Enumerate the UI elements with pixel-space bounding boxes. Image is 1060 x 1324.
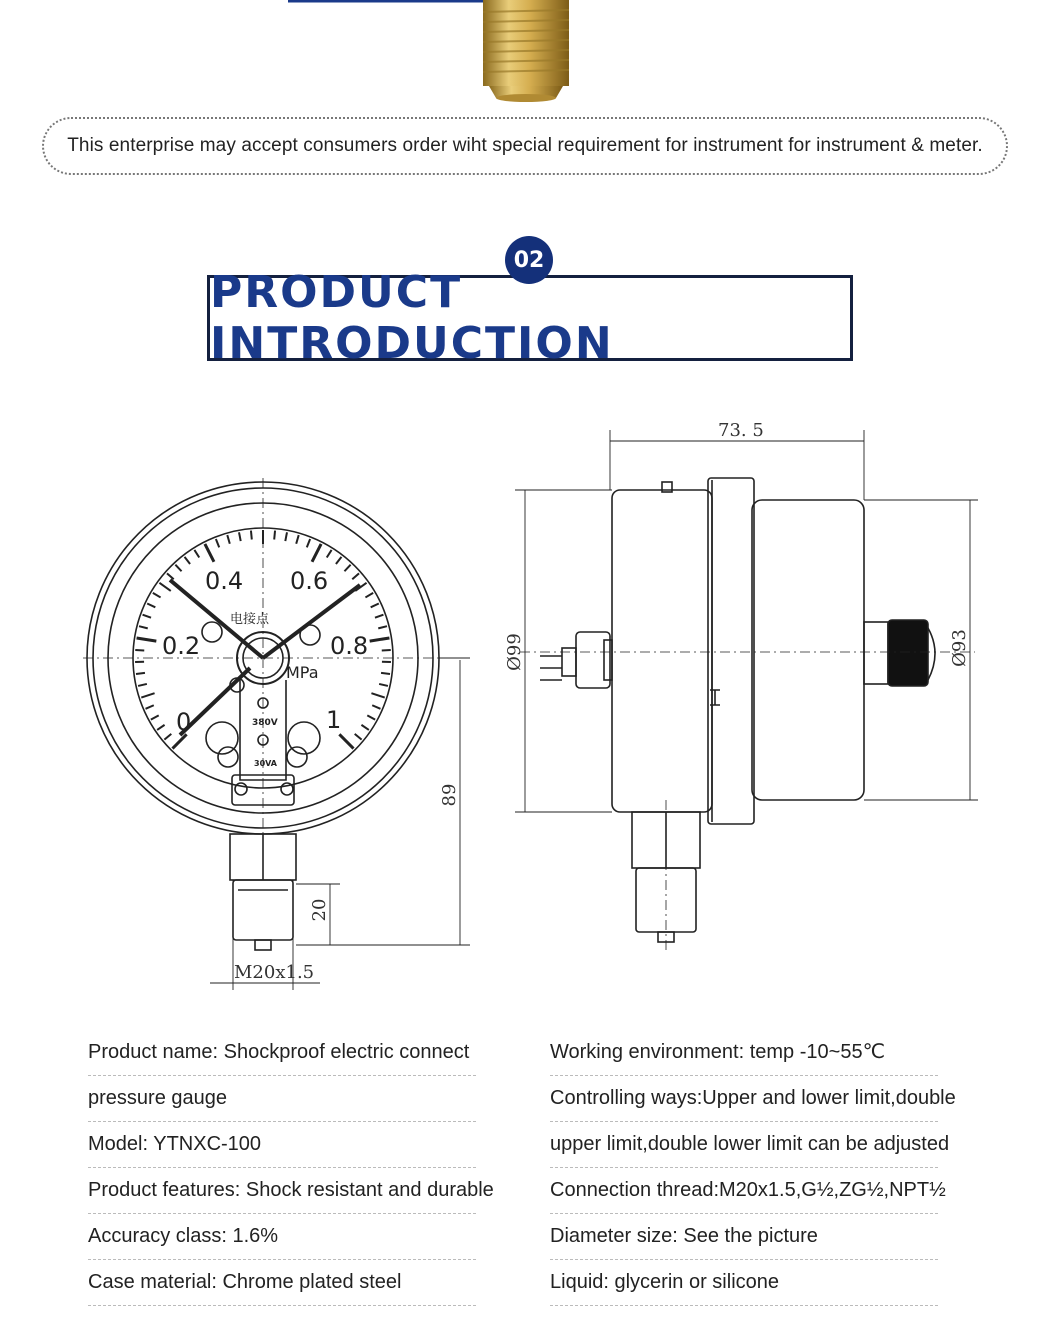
spec-line: Controlling ways:Upper and lower limit,double: [550, 1076, 938, 1122]
dial-scale-tick: [296, 535, 299, 544]
dial-scale-tick: [274, 531, 275, 540]
dial-scale-tick: [372, 705, 380, 709]
dial-scale-tick: [365, 593, 373, 598]
spec-list-right: [550, 1030, 956, 1306]
section-title: PRODUCT INTRODUCTION: [210, 267, 614, 369]
gauge-front-view: [83, 478, 470, 990]
spec-line: Case material: Chrome plated steel: [88, 1260, 476, 1306]
gauge-side-view: [515, 430, 978, 950]
dial-tick-0-8: 0.8: [330, 632, 369, 660]
dial-scale-tick: [135, 650, 144, 651]
dial-scale-tick: [370, 638, 390, 641]
dial-scale-tick: [185, 557, 191, 564]
dial-scale-tick: [175, 565, 181, 572]
dial-scale-tick: [138, 684, 147, 686]
dial-scale-tick: [205, 544, 214, 562]
dial-scale-tick: [378, 626, 387, 628]
dim-case-diameter: Ø99: [504, 633, 525, 671]
dial-scale-tick: [379, 684, 388, 686]
dial-scale-tick: [194, 550, 199, 558]
gauge-technical-drawing: [0, 400, 1060, 1000]
dial-scale-tick: [382, 650, 391, 651]
dial-scale-tick: [159, 583, 170, 591]
dial-scale-tick: [307, 539, 310, 547]
spec-line: Connection thread:M20x1.5,G½,ZG½,NPT½: [550, 1168, 938, 1214]
dial-scale-tick: [172, 734, 186, 748]
notice-text: This enterprise may accept consumers order wiht special requirement for instrument for instrument & meter.: [67, 135, 983, 156]
dial-scale-tick: [157, 725, 164, 730]
dial-unit: MPa: [286, 663, 319, 682]
spec-line: pressure gauge: [88, 1076, 476, 1122]
dial-scale-tick: [251, 531, 252, 540]
spec-line: Model: YTNXC-100: [88, 1122, 476, 1168]
dial-scale-tick: [312, 544, 321, 562]
spec-line: Accuracy class: 1.6%: [88, 1214, 476, 1260]
dial-scale-tick: [339, 734, 353, 748]
section-number-badge: 02: [505, 236, 553, 284]
dial-scale-tick: [136, 673, 145, 674]
spec-line: Product features: Shock resistant and durable: [88, 1168, 476, 1214]
dial-scale-tick: [139, 626, 148, 628]
dim-thread: M20x1.5: [234, 962, 315, 983]
dial-scale-tick: [367, 715, 375, 719]
dial-scale-tick: [141, 693, 154, 697]
dial-scale-tick: [327, 550, 332, 558]
dial-scale-tick: [355, 734, 362, 740]
dial-scale-tick: [239, 532, 241, 541]
dial-scale-tick: [336, 557, 342, 564]
dial-tick-0-4: 0.4: [205, 567, 244, 595]
dial-voltage: 380V: [252, 718, 278, 728]
dial-scale-tick: [143, 615, 151, 618]
brass-fitting-image: [0, 0, 1060, 110]
dial-scale-tick: [167, 573, 174, 579]
dial-scale-tick: [381, 673, 390, 674]
dial-power: 30VA: [254, 759, 277, 768]
dial-scale-tick: [352, 573, 359, 579]
dial-scale-tick: [344, 565, 350, 572]
dial-scale-tick: [216, 539, 219, 547]
dial-scale-tick: [147, 604, 155, 608]
dim-thread-length: 20: [309, 898, 330, 922]
dial-scale-tick: [285, 532, 287, 541]
spec-line: Diameter size: See the picture: [550, 1214, 938, 1260]
dial-scale-tick: [227, 535, 230, 544]
dial-scale-tick: [151, 715, 159, 719]
spec-line: Liquid: glycerin or silicone: [550, 1260, 938, 1306]
dial-tick-0-2: 0.2: [162, 632, 201, 660]
dial-tick-1: 1: [326, 706, 342, 734]
dial-scale-tick: [375, 615, 383, 618]
section-title-box: [207, 267, 853, 369]
dim-height: 89: [439, 783, 460, 807]
spec-line: upper limit,double lower limit can be adjusted: [550, 1122, 938, 1168]
dial-scale-tick: [371, 604, 379, 608]
dial-scale-tick: [153, 593, 161, 598]
dial-scale-tick: [137, 638, 157, 641]
dim-width: 73. 5: [718, 420, 764, 441]
spec-list-left: [88, 1030, 494, 1306]
dial-tick-0-6: 0.6: [290, 567, 329, 595]
dial-tick-0: 0: [176, 708, 192, 736]
dim-back-diameter: Ø93: [949, 629, 970, 667]
dial-scale-tick: [371, 693, 384, 697]
custom-order-notice: [42, 117, 1008, 175]
spec-line: Product name: Shockproof electric connect: [88, 1030, 476, 1076]
spec-line: Working environment: temp -10~55℃: [550, 1030, 938, 1076]
dial-scale-tick: [361, 725, 368, 730]
dial-caption: 电接点: [230, 612, 270, 627]
dial-scale-tick: [146, 705, 154, 709]
dial-scale-tick: [164, 734, 171, 740]
